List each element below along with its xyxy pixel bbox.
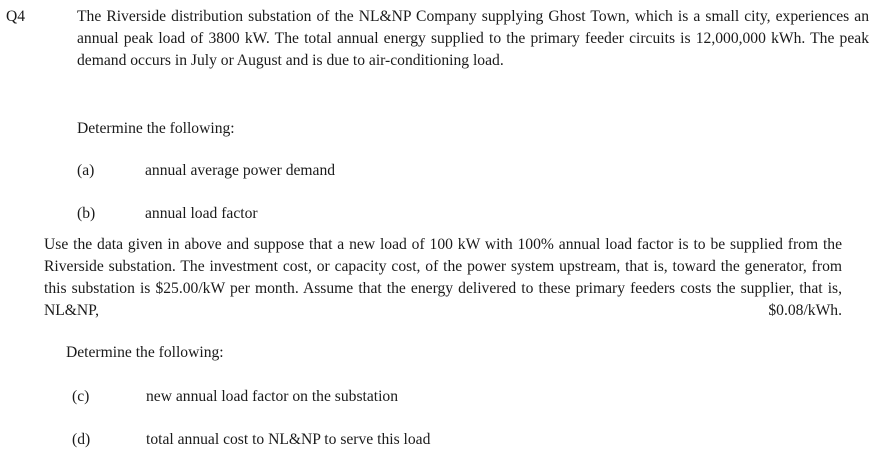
part-d-label: (d): [72, 431, 91, 448]
part-c-label: (c): [72, 388, 90, 405]
part-a-text: annual average power demand: [145, 162, 336, 179]
part-b-text: annual load factor: [145, 205, 258, 222]
prompt-determine-2: Determine the following:: [66, 344, 224, 361]
question-number: Q4: [6, 8, 26, 25]
prompt-determine-1: Determine the following:: [77, 120, 235, 137]
part-d-text: total annual cost to NL&NP to serve this load: [146, 431, 431, 448]
question-intro: The Riverside distribution substation of the NL&NP Company supplying Ghost Town, which is a small city, experiences an annual peak load of 3800 kW. The total annual energy supplied to the primary feeder circuits is 12,000,000 kWh. The peak demand occurs in July or August and is due to air-conditioning load.: [77, 8, 869, 69]
part-c-text: new annual load factor on the substation: [146, 388, 399, 405]
part-a-label: (a): [77, 162, 95, 179]
part-b-label: (b): [77, 205, 96, 222]
scenario-paragraph: Use the data given in above and suppose that a new load of 100 kW with 100% annual load factor is to be supplied from the Riverside substation. The investment cost, or capacity cost, of the power system upstream, that is, toward the generator, from this substation is $25.00/kW per month. Assume that the energy delivered to these primary feeders costs the supplier, that is, NL&NP, $0.08/kWh.: [44, 236, 842, 319]
